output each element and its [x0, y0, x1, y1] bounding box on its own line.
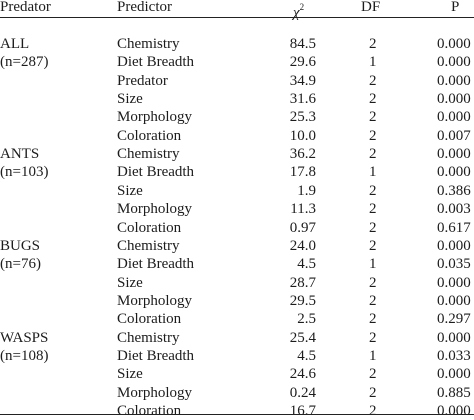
header-p: P [451, 0, 460, 15]
chi-square-cell: 4.5 [297, 256, 316, 273]
group-name: WASPS [0, 329, 49, 346]
p-value-cell: 0.000 [437, 54, 471, 71]
chi-square-cell: 10.0 [289, 127, 316, 144]
p-value-cell: 0.000 [437, 72, 471, 89]
df-cell: 2 [369, 201, 377, 218]
df-cell: 2 [369, 329, 377, 346]
group-sample-size: (n=108) [0, 347, 49, 364]
predictor-cell: Diet Breadth [117, 256, 195, 273]
p-value-cell: 0.000 [437, 164, 471, 181]
predictor-cell: Diet Breadth [117, 164, 195, 181]
p-value-cell: 0.000 [437, 109, 471, 126]
group-name: BUGS [0, 237, 41, 254]
header-predictor: Predictor [117, 0, 172, 15]
p-value-cell: 0.000 [437, 366, 471, 383]
group-sample-size: (n=76) [0, 256, 41, 273]
predictor-cell: Morphology [117, 292, 192, 309]
header-chi-square [293, 0, 304, 22]
df-cell: 2 [369, 146, 377, 163]
chi-square-cell: 17.8 [289, 164, 316, 181]
chi-superscript: 2 [299, 2, 305, 12]
group-name: ALL [0, 36, 30, 52]
chi-square-cell: 4.5 [297, 347, 316, 364]
df-cell: 2 [369, 182, 377, 199]
p-value-cell: 0.000 [437, 91, 471, 108]
p-value-cell: 0.885 [437, 384, 471, 401]
predictor-cell: Size [117, 274, 143, 291]
p-value-cell: 0.003 [437, 201, 471, 218]
df-cell: 2 [369, 36, 377, 52]
predictor-cell: Chemistry [117, 329, 180, 346]
predictor-cell: Size [117, 366, 143, 383]
predictor-cell: Chemistry [117, 237, 180, 254]
chi-square-cell: 0.97 [289, 219, 316, 236]
p-value-cell: 0.000 [437, 329, 471, 346]
p-value-cell: 0.297 [437, 311, 471, 328]
chi-square-cell: 31.6 [289, 91, 316, 108]
table-bottom-rule [0, 414, 474, 415]
df-cell: 2 [369, 237, 377, 254]
predictor-cell: Size [117, 182, 143, 199]
p-value-cell: 0.000 [437, 403, 471, 419]
chi-square-cell: 25.4 [289, 329, 316, 346]
df-cell: 2 [369, 72, 377, 89]
predictor-cell: Size [117, 91, 143, 108]
chi-square-cell: 24.0 [289, 237, 316, 254]
df-cell: 2 [369, 366, 377, 383]
predictor-cell: Chemistry [117, 36, 180, 52]
chi-square-cell: 11.3 [290, 201, 316, 218]
df-cell: 2 [369, 292, 377, 309]
df-cell: 2 [369, 274, 377, 291]
predictor-cell: Coloration [117, 311, 182, 328]
chi-square-cell: 84.5 [289, 36, 316, 52]
df-cell: 1 [369, 347, 377, 364]
chi-square-cell: 25.3 [289, 109, 316, 126]
predictor-cell: Coloration [117, 403, 182, 419]
df-cell: 1 [369, 256, 377, 273]
predictor-cell: Morphology [117, 384, 192, 401]
predictor-cell: Diet Breadth [117, 54, 195, 71]
chi-square-cell: 1.9 [297, 182, 316, 199]
predictor-cell: Morphology [117, 201, 192, 218]
df-cell: 1 [369, 54, 377, 71]
p-value-cell: 0.033 [437, 347, 471, 364]
p-value-cell: 0.000 [437, 274, 471, 291]
group-name: ANTS [0, 146, 40, 163]
chi-square-cell: 29.6 [289, 54, 316, 71]
chi-symbol: χ [293, 5, 300, 21]
group-sample-size: (n=287) [0, 54, 49, 71]
chi-square-cell: 24.6 [289, 366, 316, 383]
df-cell: 2 [369, 403, 377, 419]
chi-square-cell: 36.2 [289, 146, 316, 163]
predictor-cell: Coloration [117, 127, 182, 144]
table-top-rule [0, 17, 474, 18]
predictor-cell: Morphology [117, 109, 192, 126]
p-value-cell: 0.000 [437, 146, 471, 163]
chi-square-cell: 2.5 [297, 311, 316, 328]
p-value-cell: 0.007 [437, 127, 471, 144]
df-cell: 2 [369, 311, 377, 328]
chi-square-cell: 0.24 [289, 384, 316, 401]
p-value-cell: 0.617 [437, 219, 471, 236]
predictor-cell: Diet Breadth [117, 347, 195, 364]
predictor-cell: Chemistry [117, 146, 180, 163]
group-sample-size: (n=103) [0, 164, 49, 181]
p-value-cell: 0.035 [437, 256, 471, 273]
header-predator: Predator [0, 0, 51, 15]
df-cell: 2 [369, 127, 377, 144]
p-value-cell: 0.000 [437, 36, 471, 52]
predictor-cell: Coloration [117, 219, 182, 236]
chi-square-cell: 34.9 [289, 72, 316, 89]
df-cell: 1 [369, 164, 377, 181]
header-df: DF [361, 0, 381, 15]
chi-square-cell: 29.5 [289, 292, 316, 309]
p-value-cell: 0.000 [437, 237, 471, 254]
df-cell: 2 [369, 219, 377, 236]
chi-square-cell: 28.7 [289, 274, 316, 291]
p-value-cell: 0.000 [437, 292, 471, 309]
df-cell: 2 [369, 109, 377, 126]
predictor-cell: Predator [117, 72, 168, 89]
df-cell: 2 [369, 384, 377, 401]
chi-square-cell: 16.7 [289, 403, 316, 419]
p-value-cell: 0.386 [437, 182, 471, 199]
df-cell: 2 [369, 91, 377, 108]
